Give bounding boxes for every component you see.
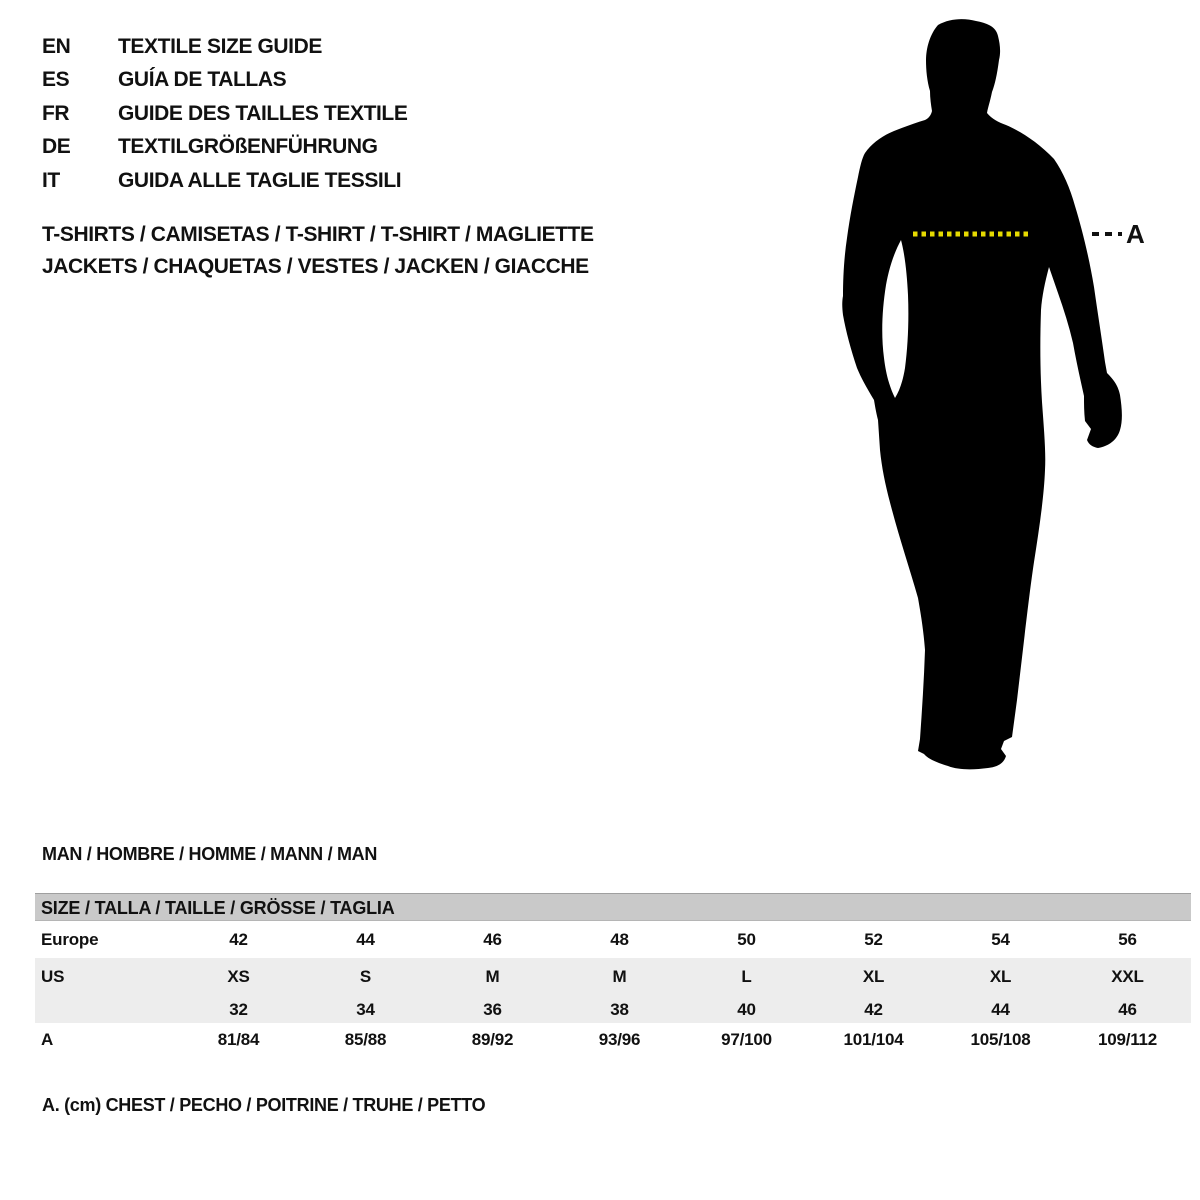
- table-row-europe: [35, 921, 1191, 958]
- size-cell: L: [741, 967, 752, 986]
- language-row-en: [42, 30, 407, 64]
- language-code: IT: [42, 168, 60, 192]
- language-label: GUÍA DE TALLAS: [118, 68, 287, 92]
- product-types: [42, 219, 594, 283]
- row-label: Europe: [41, 929, 99, 949]
- size-cell: 54: [991, 929, 1010, 949]
- size-cell: 93/96: [598, 1030, 641, 1049]
- product-line-jackets: JACKETS / CHAQUETAS / VESTES / JACKEN / GIACCHE: [42, 255, 589, 278]
- size-cell: XL: [862, 967, 885, 986]
- measurement-footnote: A. (cm) CHEST / PECHO / POITRINE / TRUHE / PETTO: [42, 1095, 486, 1115]
- language-label: GUIDE DES TAILLES TEXTILE: [118, 101, 408, 125]
- size-cell: M: [612, 967, 627, 986]
- language-label: GUIDA ALLE TAGLIE TESSILI: [118, 168, 402, 192]
- man-silhouette: [842, 19, 1122, 769]
- size-cell: 56: [1118, 929, 1137, 949]
- size-cell: 101/104: [843, 1030, 904, 1049]
- language-row-it: [42, 164, 407, 198]
- size-cell: 105/108: [970, 1030, 1031, 1049]
- product-line-tshirts: T-SHIRTS / CAMISETAS / T-SHIRT / T-SHIRT / MAGLIETTE: [42, 223, 594, 246]
- language-code: ES: [42, 68, 70, 92]
- size-cell: XS: [227, 967, 250, 986]
- size-cell: 46: [483, 929, 502, 949]
- language-row-es: [42, 64, 407, 98]
- language-code: EN: [42, 34, 71, 58]
- size-cell: M: [485, 967, 500, 986]
- size-cell: 42: [864, 999, 883, 1019]
- size-cell: 32: [229, 999, 248, 1019]
- size-cell: 48: [610, 929, 629, 949]
- size-cell: 46: [1118, 999, 1137, 1019]
- size-cell: 40: [737, 999, 756, 1019]
- row-label: A: [41, 1030, 54, 1049]
- language-row-fr: [42, 97, 407, 131]
- size-cell: 97/100: [721, 1030, 772, 1049]
- language-label: TEXTILE SIZE GUIDE: [118, 34, 322, 58]
- size-table: [35, 893, 1191, 1057]
- size-cell: 34: [356, 999, 375, 1019]
- size-cell: 52: [864, 929, 883, 949]
- language-label: TEXTILGRÖßENFÜHRUNG: [118, 135, 378, 159]
- size-cell: 50: [737, 929, 756, 949]
- size-cell: 36: [483, 999, 502, 1019]
- language-code: DE: [42, 135, 71, 159]
- size-cell: 38: [610, 999, 629, 1019]
- measurement-figure: [830, 10, 1150, 780]
- language-code: FR: [42, 101, 70, 125]
- language-guide-list: [42, 30, 407, 198]
- size-cell: S: [359, 967, 372, 986]
- table-row-us-numeric: [35, 996, 1191, 1023]
- size-cell: 81/84: [217, 1030, 260, 1049]
- size-cell: XL: [989, 967, 1012, 986]
- man-section-heading: MAN / HOMBRE / HOMME / MANN / MAN: [42, 844, 378, 864]
- language-row-de: [42, 131, 407, 165]
- size-cell: 109/112: [1097, 1030, 1158, 1049]
- table-row-us: [35, 958, 1191, 996]
- measure-label-a: A: [1126, 219, 1145, 249]
- size-cell: 89/92: [471, 1030, 514, 1049]
- row-label: US: [41, 967, 65, 986]
- size-cell: 44: [356, 929, 375, 949]
- figure-svg: [830, 10, 1150, 780]
- size-cell: 44: [991, 999, 1010, 1019]
- size-table-header: SIZE / TALLA / TAILLE / GRÖSSE / TAGLIA: [35, 893, 1191, 921]
- size-cell: 85/88: [344, 1030, 387, 1049]
- size-cell: XXL: [1111, 967, 1144, 986]
- size-cell: 42: [229, 929, 248, 949]
- table-row-chest-measure: [35, 1023, 1191, 1057]
